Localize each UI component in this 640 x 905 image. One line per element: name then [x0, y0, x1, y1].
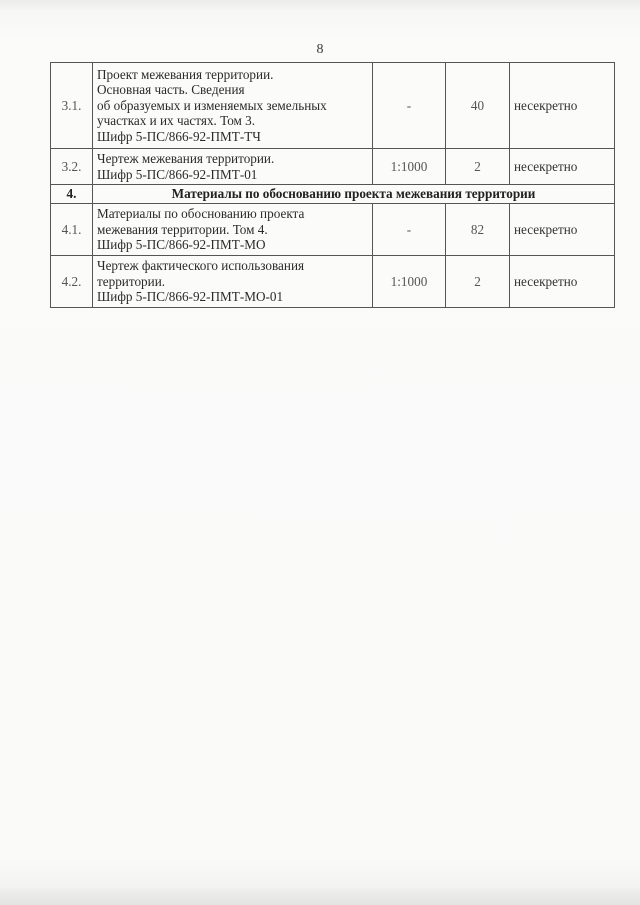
- description-line: Шифр 5-ПС/866-92-ПМТ-МО-01: [97, 289, 284, 305]
- row-scale: -: [373, 63, 446, 149]
- description-line: межевания территории. Том 4.: [97, 221, 268, 237]
- row-description: [93, 63, 373, 149]
- row-number: 4.2.: [51, 256, 93, 308]
- table-row: [51, 149, 615, 185]
- row-scale: 1:1000: [373, 149, 446, 185]
- row-pages: 2: [446, 256, 510, 308]
- row-pages: 2: [446, 149, 510, 185]
- row-description: [93, 204, 373, 256]
- row-scale: -: [373, 204, 446, 256]
- row-number: 4.1.: [51, 204, 93, 256]
- row-status: несекретно: [510, 256, 615, 308]
- description-line: Материалы по обоснованию проекта: [97, 206, 305, 222]
- table-row: [51, 63, 615, 149]
- table-row: [51, 204, 615, 256]
- section-title: Материалы по обоснованию проекта межевания территории: [93, 185, 615, 204]
- description-line: Основная часть. Сведения: [97, 82, 245, 98]
- description-line: Шифр 5-ПС/866-92-ПМТ-МО: [97, 237, 266, 253]
- row-scale: 1:1000: [373, 256, 446, 308]
- row-number: 3.1.: [51, 63, 93, 149]
- description-line: Чертеж межевания территории.: [97, 151, 275, 166]
- description-line: Шифр 5-ПС/866-92-ПМТ-01: [97, 166, 258, 182]
- row-status: несекретно: [510, 63, 615, 149]
- row-description: [93, 256, 373, 308]
- documents-table: [50, 62, 615, 308]
- table-row: [51, 256, 615, 308]
- row-description: [93, 149, 373, 185]
- section-number: 4.: [51, 185, 93, 204]
- page-number: 8: [316, 42, 324, 57]
- description-line: об образуемых и изменяемых земельных: [97, 97, 327, 113]
- scan-bottom-edge: [0, 888, 640, 905]
- description-line: Проект межевания территории.: [97, 66, 274, 82]
- description-line: участках и их частях. Том 3.: [97, 113, 256, 129]
- row-status: несекретно: [510, 204, 615, 256]
- row-status: несекретно: [510, 149, 615, 185]
- row-number: 3.2.: [51, 149, 93, 185]
- row-pages: 82: [446, 204, 510, 256]
- row-pages: 40: [446, 63, 510, 149]
- description-line: Шифр 5-ПС/866-92-ПМТ-ТЧ: [97, 128, 261, 144]
- description-line: Чертеж фактического использования: [97, 258, 305, 274]
- description-line: территории.: [97, 273, 166, 289]
- section-row: [51, 185, 615, 204]
